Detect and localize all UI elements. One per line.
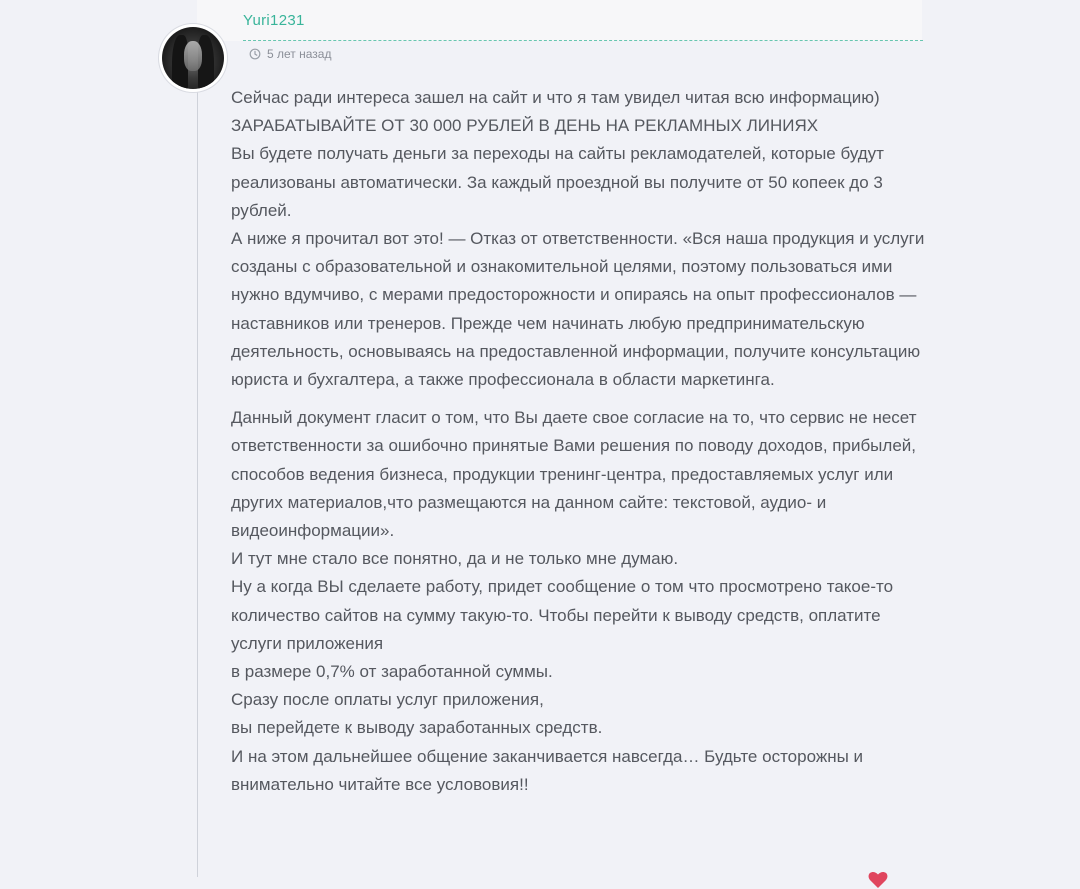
heart-icon[interactable]: [868, 871, 888, 889]
comment-paragraph: Данный документ гласит о том, что Вы даете свое согласие на то, что сервис не несет ответственности за ошибочно принятые Вами решения по поводу доходов, прибылей, способов ведения бизнеса, продукции тренинг-центра, предоставляемых услуг или других материалов,что размещаются на данном сайте: текстовой, аудио- и видеоинформации». И тут мне стало все понятно, да и не только мне думаю. Ну а когда ВЫ сделаете работу, придет сообщение о том что просмотрено такое-то количество сайтов на сумму такую-то. Чтобы перейти к выводу средств, оплатите услуги приложения в размере 0,7% от заработанной суммы. Сразу после оплаты услуг приложения, вы перейдете к выводу заработанных средств. И на этом дальнейшее общение заканчивается навсегда… Будьте осторожны и внимательно читайте все услововия!!: [231, 408, 917, 794]
comment-meta: [249, 47, 331, 61]
comment-header: [197, 0, 922, 41]
comment-paragraph: Сейчас ради интереса зашел на сайт и что я там увидел читая всю информацию) ЗАРАБАТЫВАЙТЕ ОТ 30 000 РУБЛЕЙ В ДЕНЬ НА РЕКЛАМНЫХ ЛИНИЯХ Вы будете получать деньги за переходы на сайты рекламодателей, которые будут реализованы автоматически. За каждый проездной вы получите от 50 копеек до 3 рублей. А ниже я прочитал вот это! — Отказ от ответственности. «Вся наша продукция и услуги созданы с образовательной и ознакомительной целями, поэтому пользоваться ими нужно вдумчиво, с мерами предосторожности и опираясь на опыт профессионалов — наставников или тренеров. Прежде чем начинать любую предпринимательскую деятельность, основываясь на предоставленной информации, получите консультацию юриста и бухгалтера, а также профессионала в области маркетинга.: [231, 88, 925, 390]
author-name[interactable]: Yuri1231: [243, 12, 305, 29]
comment-body: [231, 84, 931, 799]
clock-icon: [249, 48, 261, 60]
comment-timestamp: 5 лет назад: [267, 47, 332, 61]
header-divider: [243, 40, 923, 41]
avatar-image: [162, 27, 224, 89]
avatar-face: [184, 41, 202, 71]
avatar[interactable]: [159, 24, 227, 92]
thread-line: [197, 0, 198, 877]
